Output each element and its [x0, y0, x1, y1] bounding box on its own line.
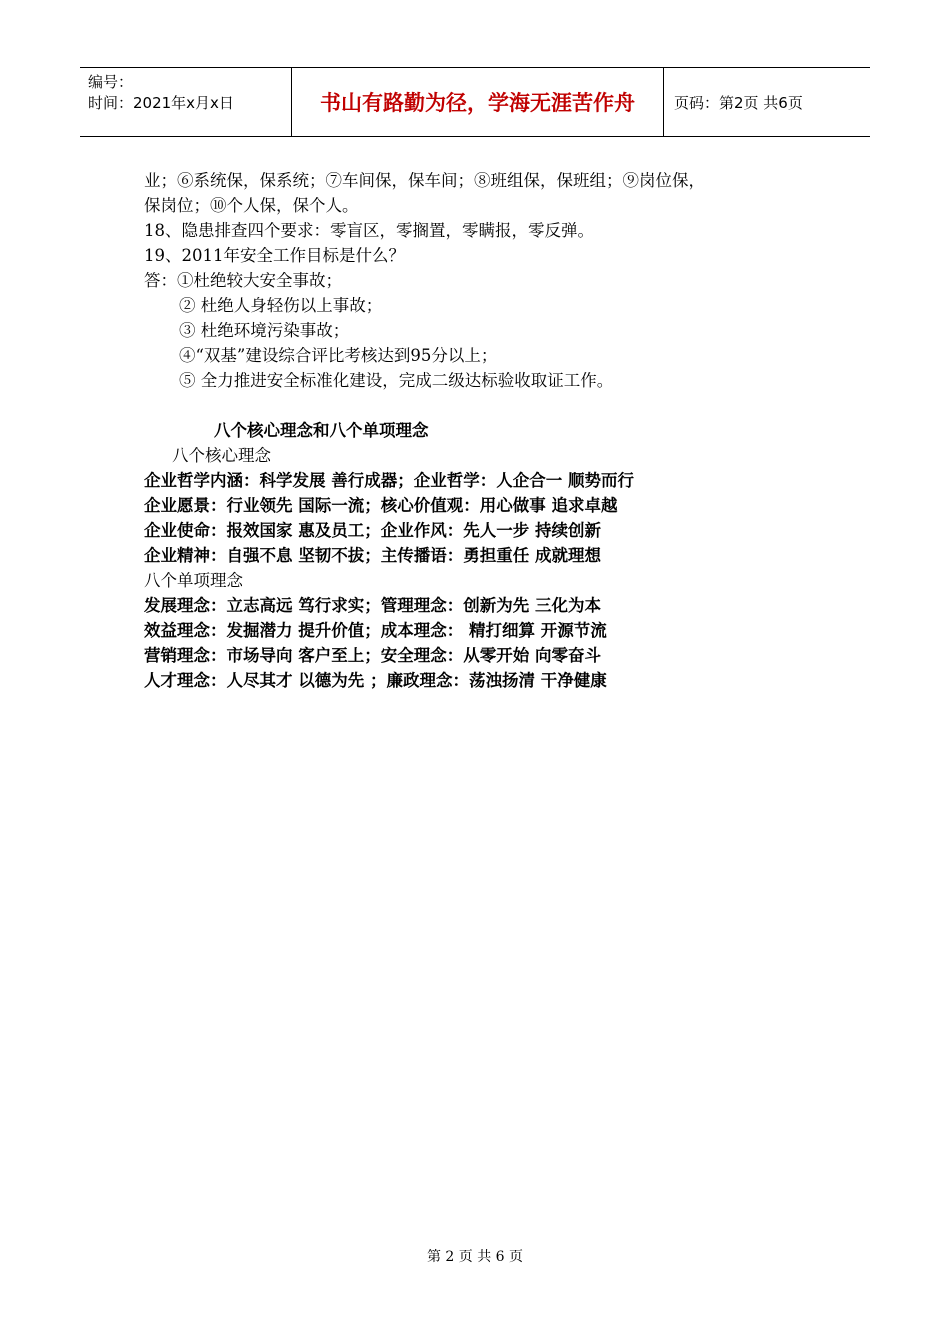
single-concept-item: 效益理念：发掘潜力 提升价值；成本理念： 精打细算 开源节流: [144, 621, 607, 640]
body-line: 19、2011年安全工作目标是什么？: [144, 246, 405, 265]
section-title: 八个核心理念和八个单项理念: [214, 421, 429, 440]
goal-item: ⑤ 全力推进安全标准化建设，完成二级达标验收取证工作。: [179, 371, 614, 390]
document-body: [144, 168, 824, 693]
page-footer: 第 2 页 共 6 页: [426, 1249, 524, 1265]
doc-time-label: 时间：2021年x月x日: [88, 94, 234, 112]
core-concepts-title: 八个核心理念: [172, 446, 271, 465]
core-concept-item: 企业使命：报效国家 惠及员工；企业作风：先人一步 持续创新: [144, 521, 601, 540]
core-concept-item: 企业愿景：行业领先 国际一流；核心价值观：用心做事 追求卓越: [144, 496, 618, 515]
body-line: 18、隐患排查四个要求：零盲区，零搁置，零瞒报，零反弹。: [144, 221, 594, 240]
single-concept-item: 营销理念：市场导向 客户至上；安全理念：从零开始 向零奋斗: [144, 646, 601, 665]
doc-number-label: 编号：: [88, 73, 134, 91]
goal-item: ③ 杜绝环境污染事故；: [179, 321, 350, 340]
header-motto: 书山有路勤为径，学海无涯苦作舟: [292, 68, 664, 136]
header-meta: [80, 68, 292, 136]
body-line: 保岗位；⑩个人保，保个人。: [144, 196, 359, 215]
core-concept-item: 企业精神：自强不息 坚韧不拔；主传播语：勇担重任 成就理想: [144, 546, 601, 565]
page-header: [80, 67, 870, 137]
single-concept-item: 人才理念：人尽其才 以德为先 ；廉政理念：荡浊扬清 干净健康: [144, 671, 607, 690]
goal-item: ④“双基”建设综合评比考核达到95分以上；: [179, 346, 498, 365]
single-concepts-title: 八个单项理念: [144, 571, 243, 590]
core-concept-item: 企业哲学内涵：科学发展 善行成器；企业哲学：人企合一 顺势而行: [144, 471, 634, 490]
body-line: 答：①杜绝较大安全事故；: [144, 271, 342, 290]
goal-item: ② 杜绝人身轻伤以上事故；: [179, 296, 383, 315]
header-page-info: 页码：第2页 共6页: [674, 93, 803, 112]
single-concept-item: 发展理念：立志高远 笃行求实；管理理念：创新为先 三化为本: [144, 596, 601, 615]
body-line: 业；⑥系统保，保系统；⑦车间保，保车间；⑧班组保，保班组；⑨岗位保，: [144, 171, 705, 190]
